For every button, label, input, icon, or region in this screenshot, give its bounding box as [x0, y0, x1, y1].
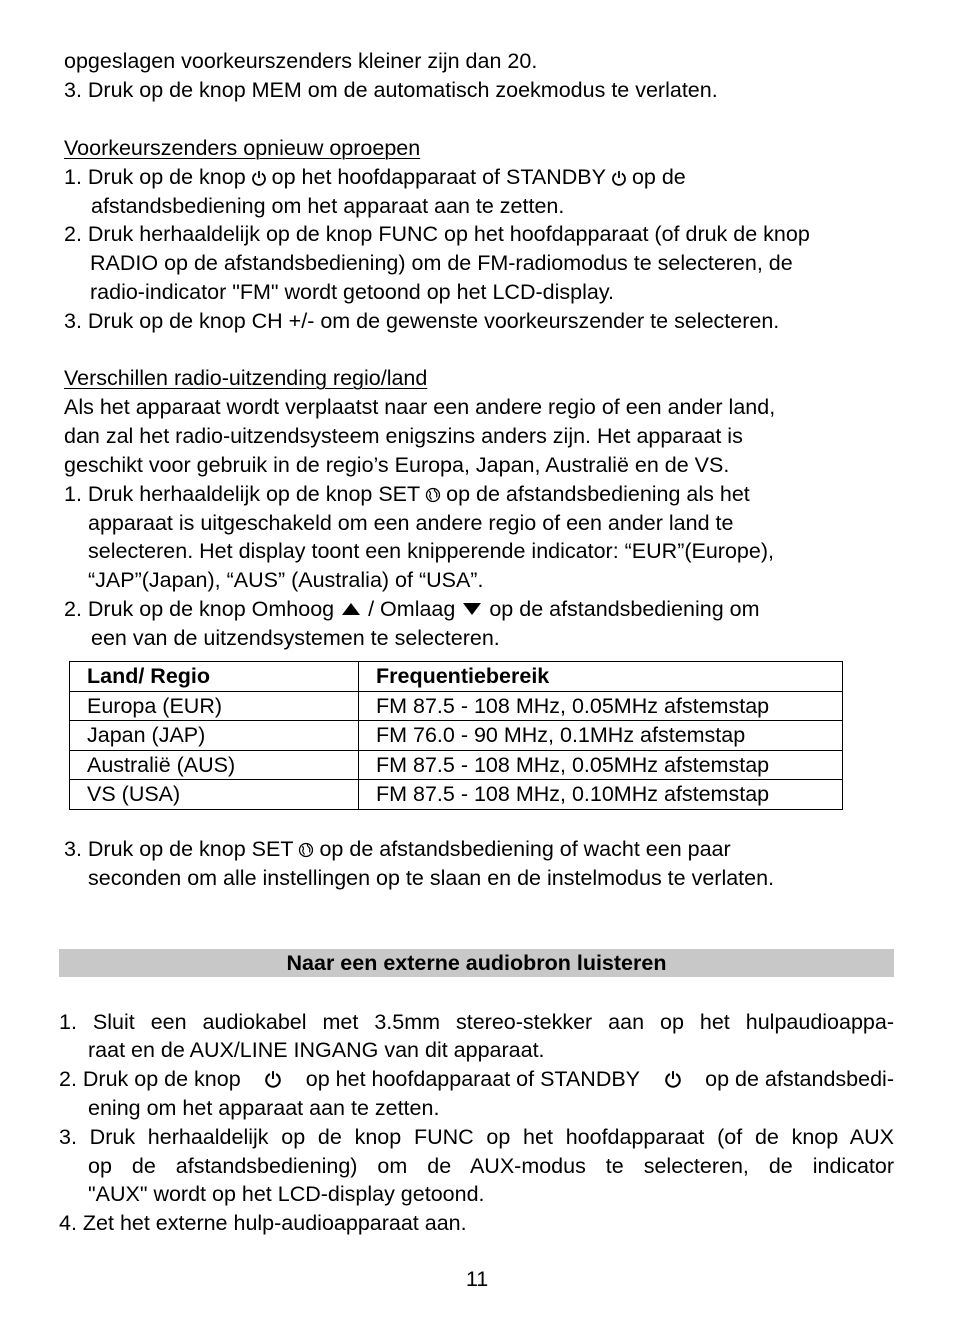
text-line: RADIO op de afstandsbediening) om de FM-radiomodus te selecteren, de: [90, 251, 793, 275]
list-item: [64, 595, 760, 623]
text-line: ening om het apparaat aan te zetten.: [88, 1096, 440, 1120]
section-heading-region: Verschillen radio-uitzending regio/land: [64, 366, 428, 390]
section-title-bar: Naar een externe audiobron luisteren: [59, 949, 894, 977]
text-fragment: 3. Druk op de knop SET: [64, 837, 294, 861]
text-line: radio-indicator "FM" wordt getoond op het LCD-display.: [90, 280, 614, 304]
text-fragment: op de afstandsbediening als het: [446, 482, 750, 506]
text-line: dan zal het radio-uitzendsysteem enigszins anders zijn. Het apparaat is: [64, 424, 743, 448]
text-line: op de afstandsbediening) om de AUX-modus te selecteren, de indicator: [88, 1154, 894, 1178]
table-cell: FM 87.5 - 108 MHz, 0.10MHz afstemstap: [359, 780, 843, 810]
text-fragment: op het hoofdapparaat of STANDBY: [305, 1067, 641, 1091]
text-line: "AUX" wordt op het LCD-display getoond.: [88, 1182, 485, 1206]
text-line: selecteren. Het display toont een knipperende indicator: “EUR”(Europe),: [88, 539, 774, 563]
text-line: 2. Druk herhaaldelijk op de knop FUNC op het hoofdapparaat (of druk de knop: [64, 222, 810, 246]
table-row: [70, 750, 843, 780]
text-line: seconden om alle instellingen op te slaan en de instelmodus te verlaten.: [88, 866, 775, 890]
text-fragment: 2. Druk op de knop: [59, 1067, 241, 1091]
text-line: 3. Druk herhaaldelijk op de knop FUNC op het hoofdapparaat (of de knop AUX: [59, 1125, 894, 1149]
power-icon: [264, 1070, 282, 1088]
page-number: 11: [465, 1267, 489, 1291]
text-line: 3. Druk op de knop CH +/- om de gewenste voorkeurszender te selecteren.: [64, 309, 780, 333]
text-fragment: op de: [631, 165, 686, 189]
table-header: Frequentiebereik: [359, 662, 843, 692]
text-line: een van de uitzendsystemen te selecteren.: [91, 626, 500, 650]
power-icon: [611, 170, 627, 186]
text-line: raat en de AUX/LINE INGANG van dit apparaat.: [88, 1038, 545, 1062]
text-fragment: / Omlaag: [368, 597, 456, 621]
table-cell: VS (USA): [70, 780, 359, 810]
text-line: “JAP”(Japan), “AUS” (Australia) of “USA”.: [88, 568, 484, 592]
text-line: 4. Zet het externe hulp-audioapparaat aan.: [59, 1211, 467, 1235]
text-line: Als het apparaat wordt verplaatst naar een andere regio of een ander land,: [64, 395, 776, 419]
power-icon: [664, 1070, 682, 1088]
list-item: [59, 1065, 894, 1093]
table-cell: FM 87.5 - 108 MHz, 0.05MHz afstemstap: [359, 691, 843, 721]
text-fragment: 1. Druk herhaaldelijk op de knop SET: [64, 482, 421, 506]
text-fragment: op de afstandsbediening om: [489, 597, 760, 621]
text-fragment: op de afstandsbedi-: [705, 1067, 894, 1091]
text-fragment: 2. Druk op de knop Omhoog: [64, 597, 335, 621]
list-item: [64, 163, 686, 191]
globe-set-icon: [298, 842, 314, 858]
table-cell: FM 76.0 - 90 MHz, 0.1MHz afstemstap: [359, 721, 843, 751]
text-line: apparaat is uitgeschakeld om een andere regio of een ander land te: [88, 511, 734, 535]
table-header: Land/ Regio: [70, 662, 359, 692]
text-line: 3. Druk op de knop MEM om de automatisch zoekmodus te verlaten.: [64, 78, 718, 102]
table-header-row: [70, 662, 843, 692]
text-line: 1. Sluit een audiokabel met 3.5mm stereo-stekker aan op het hulpaudioappa-: [59, 1010, 894, 1034]
text-fragment: 1. Druk op de knop: [64, 165, 246, 189]
frequency-table: [69, 661, 843, 810]
table-row: [70, 780, 843, 810]
section-heading-recall: Voorkeurszenders opnieuw oproepen: [64, 136, 421, 160]
down-arrow-icon: [462, 602, 482, 616]
text-line: opgeslagen voorkeurszenders kleiner zijn dan 20.: [64, 49, 538, 73]
up-arrow-icon: [341, 602, 361, 616]
text-fragment: op het hoofdapparaat of STANDBY: [271, 165, 606, 189]
table-cell: Europa (EUR): [70, 691, 359, 721]
list-item: [64, 480, 750, 508]
globe-set-icon: [425, 487, 441, 503]
table-row: [70, 721, 843, 751]
text-line: geschikt voor gebruik in de regio’s Europa, Japan, Australië en de VS.: [64, 453, 730, 477]
list-item: [64, 835, 731, 863]
text-line: afstandsbediening om het apparaat aan te zetten.: [91, 194, 565, 218]
power-icon: [251, 170, 267, 186]
table-cell: Australië (AUS): [70, 750, 359, 780]
table-cell: FM 87.5 - 108 MHz, 0.05MHz afstemstap: [359, 750, 843, 780]
text-fragment: op de afstandsbediening of wacht een paar: [319, 837, 731, 861]
table-cell: Japan (JAP): [70, 721, 359, 751]
table-row: [70, 691, 843, 721]
